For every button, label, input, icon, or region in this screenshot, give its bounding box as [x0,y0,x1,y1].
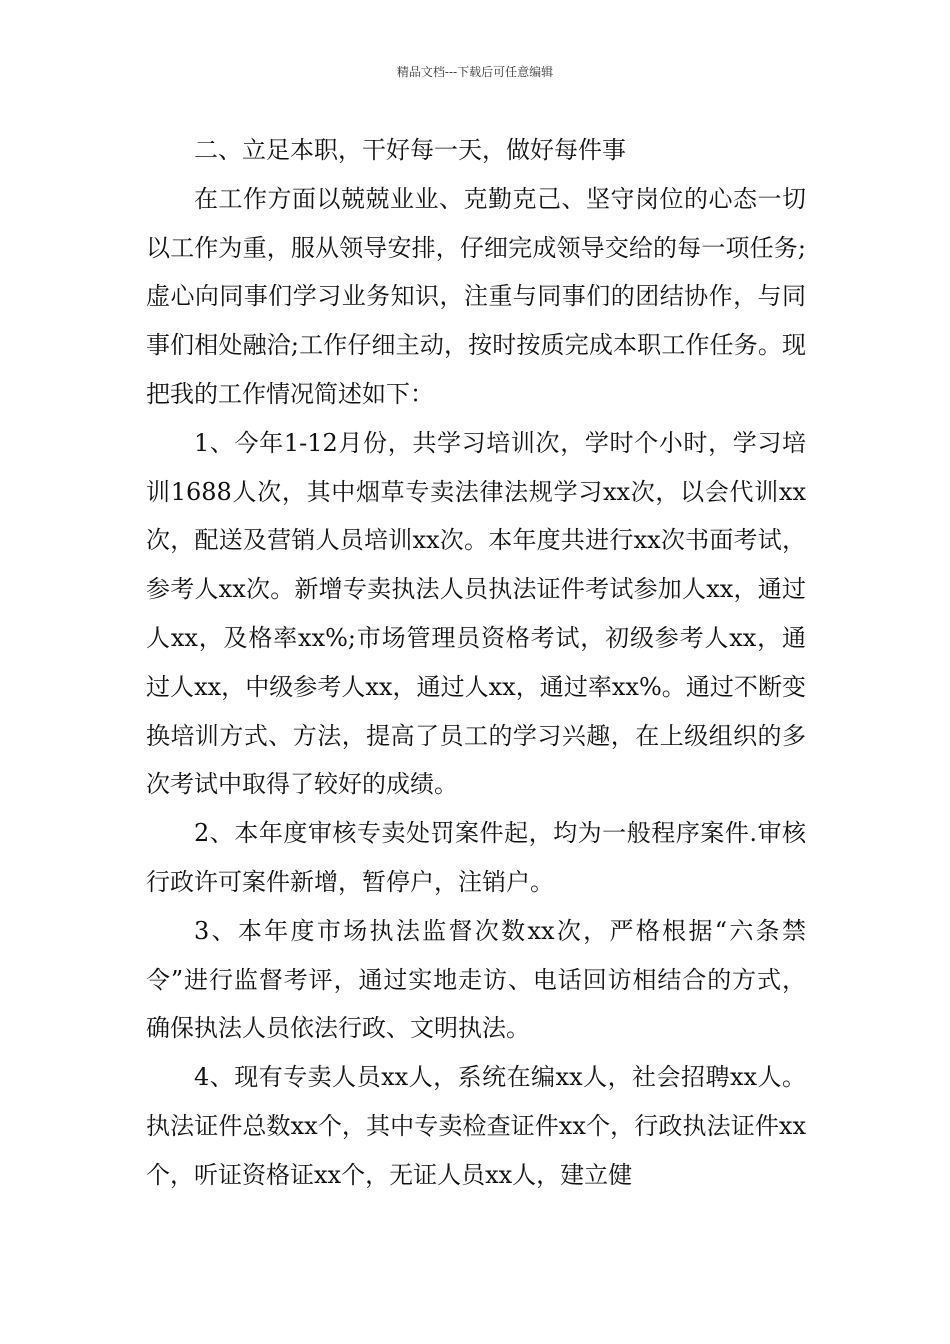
section-heading: 二、立足本职，干好每一天，做好每件事 [194,136,626,164]
paragraph: 在工作方面以兢兢业业、克勤克己、坚守岗位的心态一切以工作为重，服从领导安排，仔细完成领导交给的每一项任务;虚心向同事们学习业务知识，注重与同事们的团结协作，与同事们相处融洽;工作仔细主动，按时按质完成本职工作任务。现把我的工作情况简述如下： [146,184,806,408]
document-body [146,126,806,1200]
page-header: 精品文档---下载后可任意编辑 [396,65,554,79]
paragraph: 1、今年1-12月份，共学习培训次，学时个小时，学习培训1688人次，其中烟草专卖法律法规学习xx次，以会代训xx次，配送及营销人员培训xx次。本年度共进行xx次书面考试，参考人xx次。新增专卖执法人员执法证件考试参加人xx，通过人xx，及格率xx%;市场管理员资格考试，初级参考人xx，通过人xx，中级参考人xx，通过人xx，通过率xx%。通过不断变换培训方式、方法，提高了员工的学习兴趣，在上级组织的多次考试中取得了较好的成绩。 [146,428,806,799]
paragraph: 4、现有专卖人员xx人，系统在编xx人，社会招聘xx人。执法证件总数xx个，其中专卖检查证件xx个，行政执法证件xx个，听证资格证xx个，无证人员xx人，建立健 [146,1063,806,1189]
paragraph: 3、本年度市场执法监督次数xx次，严格根据“六条禁令”进行监督考评，通过实地走访、电话回访相结合的方式，确保执法人员依法行政、文明执法。 [146,916,806,1043]
paragraph: 2、本年度审核专卖处罚案件起，均为一般程序案件.审核行政许可案件新增，暂停户，注销户。 [146,819,806,896]
